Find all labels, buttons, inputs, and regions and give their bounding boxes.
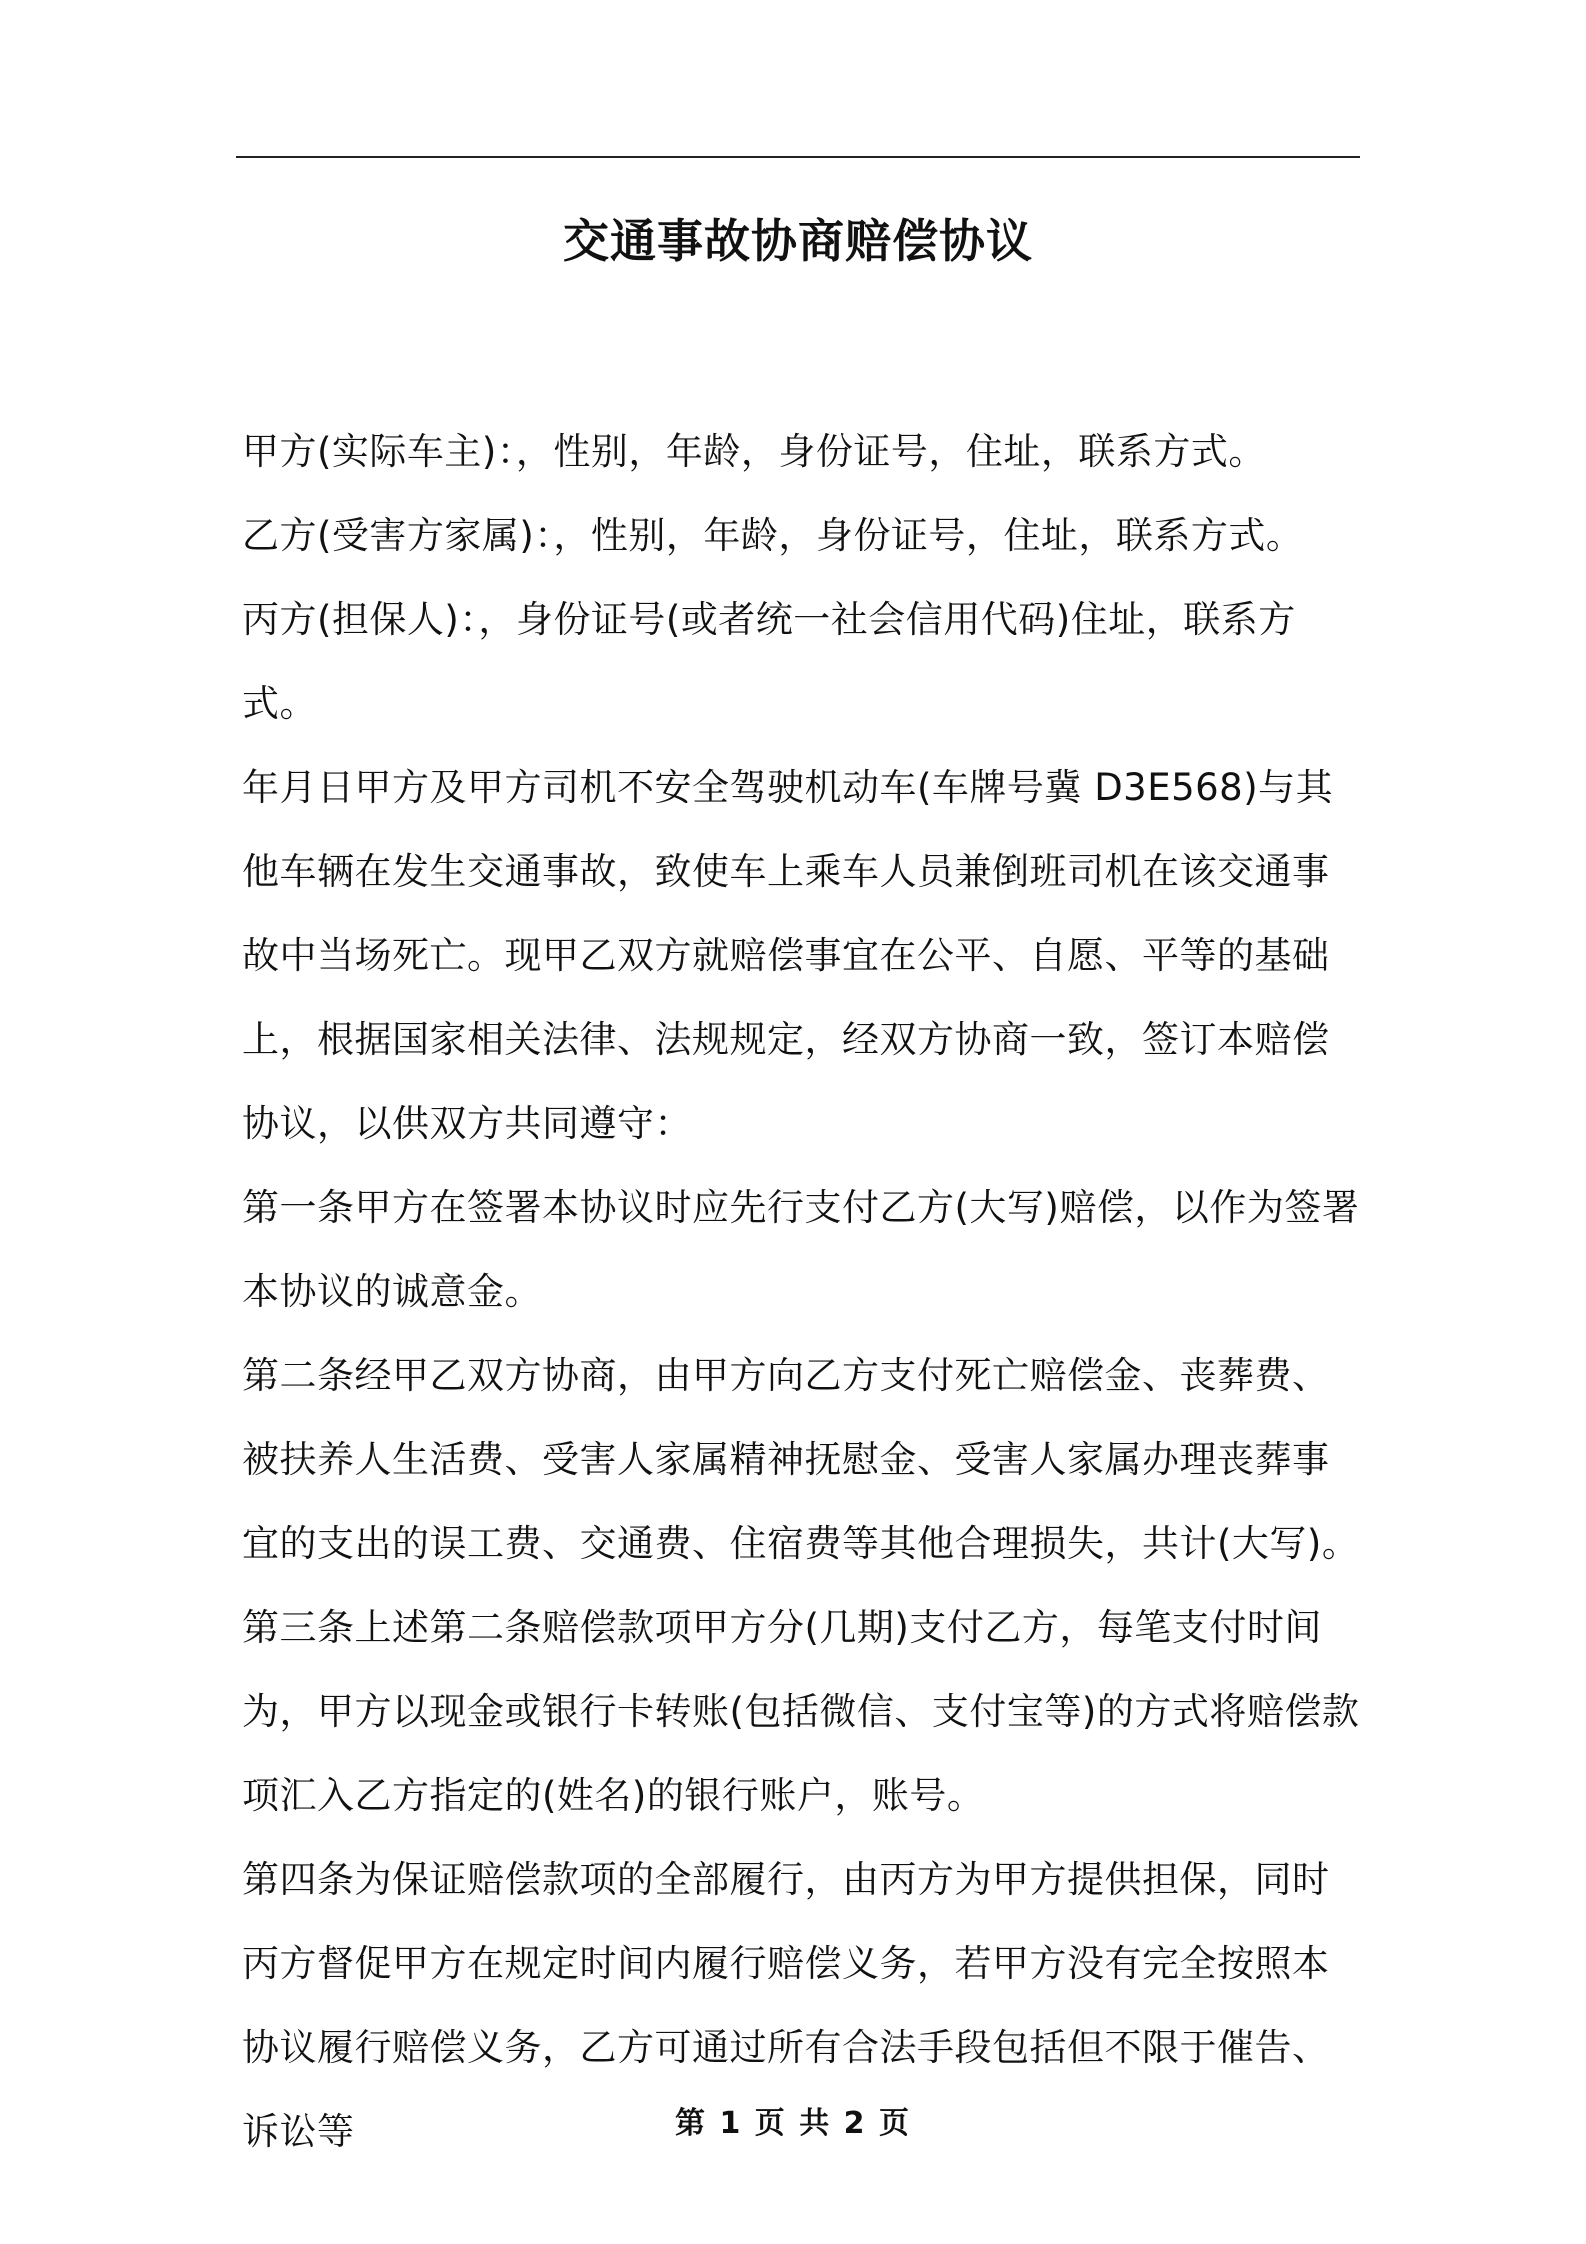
preamble-paragraph: 年月日甲方及甲方司机不安全驾驶机动车(车牌号冀 D3E568)与其他车辆在发生交通事故，致使车上乘车人员兼倒班司机在该交通事故中当场死亡。现甲乙双方就赔偿事宜在公平、自愿、平等的基础上，根据国家相关法律、法规规定，经双方协商一致，签订本赔偿协议，以供双方共同遵守：	[242, 766, 1334, 1145]
party-b-paragraph: 乙方(受害方家属)：，性别，年龄，身份证号，住址，联系方式。	[242, 514, 1304, 557]
document-title: 交通事故协商赔偿协议	[563, 214, 1033, 268]
document-body	[242, 410, 1360, 2174]
party-a-paragraph: 甲方(实际车主)：，性别，年龄，身份证号，住址，联系方式。	[242, 430, 1266, 473]
article-1-paragraph: 第一条甲方在签署本协议时应先行支付乙方(大写)赔偿，以作为签署本协议的诚意金。	[242, 1186, 1360, 1313]
article-3-paragraph: 第三条上述第二条赔偿款项甲方分(几期)支付乙方，每笔支付时间为，甲方以现金或银行卡转账(包括微信、支付宝等)的方式将赔偿款项汇入乙方指定的(姓名)的银行账户，账号。	[242, 1606, 1360, 1817]
article-2-paragraph: 第二条经甲乙双方协商，由甲方向乙方支付死亡赔偿金、丧葬费、被扶养人生活费、受害人家属精神抚慰金、受害人家属办理丧葬事宜的支出的误工费、交通费、住宿费等其他合理损失，共计(大写)。	[242, 1354, 1360, 1565]
article-4-paragraph: 第四条为保证赔偿款项的全部履行，由丙方为甲方提供担保，同时丙方督促甲方在规定时间内履行赔偿义务，若甲方没有完全按照本协议履行赔偿义务，乙方可通过所有合法手段包括但不限于催告、诉讼等	[242, 1858, 1330, 2153]
page-number-footer: 第 1 页 共 2 页	[675, 2106, 911, 2141]
party-c-paragraph: 丙方(担保人)：，身份证号(或者统一社会信用代码)住址，联系方式。	[242, 598, 1296, 725]
header-rule	[236, 156, 1360, 158]
